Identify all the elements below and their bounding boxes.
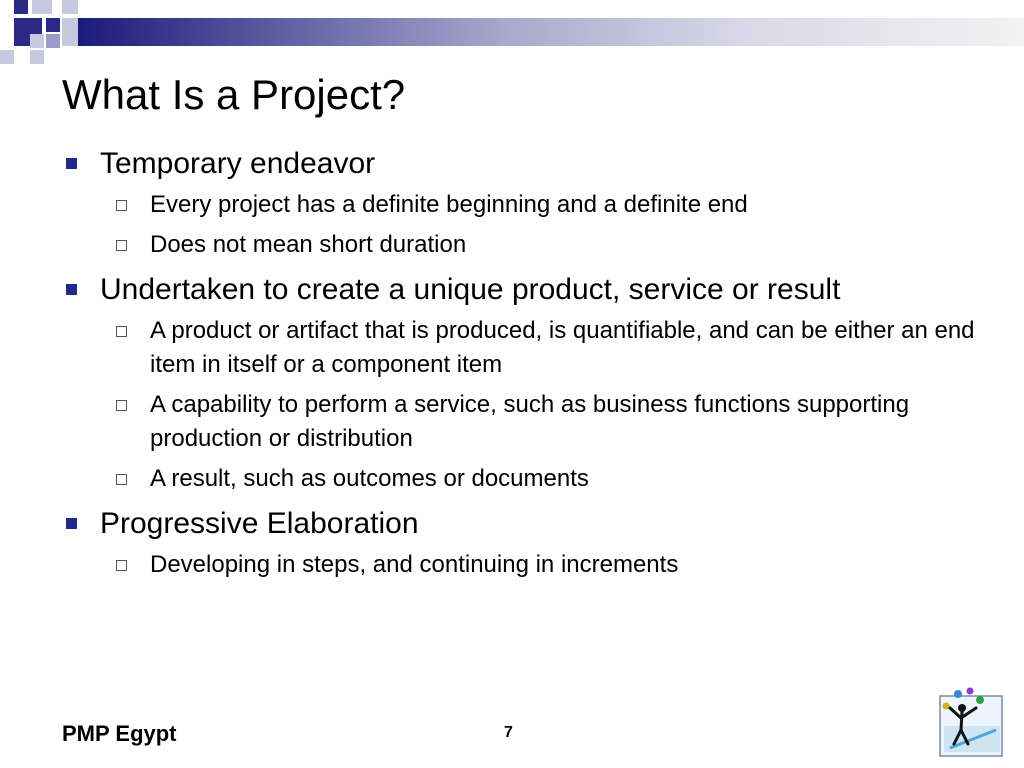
ball-icon [943,703,950,710]
hollow-square-bullet-icon [116,400,127,411]
bullet-text: Temporary endeavor [100,147,376,180]
page-number: 7 [504,724,513,741]
square-bullet-icon [66,158,77,169]
sub-bullet-item [100,548,982,582]
bullet-item [62,506,982,582]
sub-bullet-item [100,388,982,456]
hollow-square-bullet-icon [116,326,127,337]
decor-square [32,0,52,14]
decor-square [14,0,28,14]
decor-square [46,18,60,32]
decor-square [46,34,60,48]
sub-bullet-text: A capability to perform a service, such as business functions supporting production or distribution [150,391,910,452]
sub-bullet-list [100,314,982,496]
bullet-text: Undertaken to create a unique product, service or result [100,273,841,306]
bullet-text: Progressive Elaboration [100,507,419,540]
sub-bullet-list [100,548,982,582]
hollow-square-bullet-icon [116,474,127,485]
decor-square [62,0,78,14]
sub-bullet-item [100,188,982,222]
sub-bullet-item [100,228,982,262]
ball-icon [976,696,984,704]
footer-org: PMP Egypt [62,721,177,746]
bullet-item [62,272,982,496]
sub-bullet-text: Every project has a definite beginning and a definite end [150,191,748,218]
slide-title: What Is a Project? [62,71,406,118]
sub-bullet-text: A result, such as outcomes or documents [150,465,589,492]
sub-bullet-text: Developing in steps, and continuing in increments [150,551,679,578]
decor-square [30,34,44,48]
juggler-logo-icon [936,686,1008,760]
sub-bullet-text: A product or artifact that is produced, is quantifiable, and can be either an end item in itself or a component item [150,317,975,378]
square-bullet-icon [66,284,77,295]
ball-icon [954,690,962,698]
sub-bullet-list [100,188,982,262]
square-bullet-icon [66,518,77,529]
hollow-square-bullet-icon [116,240,127,251]
hollow-square-bullet-icon [116,200,127,211]
sub-bullet-item [100,462,982,496]
sub-bullet-item [100,314,982,382]
ball-icon [967,688,974,695]
bullet-list [62,142,982,582]
decor-square [0,50,14,64]
decor-square [62,18,78,46]
header-banner [78,18,1024,46]
decor-square [30,50,44,64]
bullet-item [62,146,982,262]
hollow-square-bullet-icon [116,560,127,571]
sub-bullet-text: Does not mean short duration [150,231,467,258]
